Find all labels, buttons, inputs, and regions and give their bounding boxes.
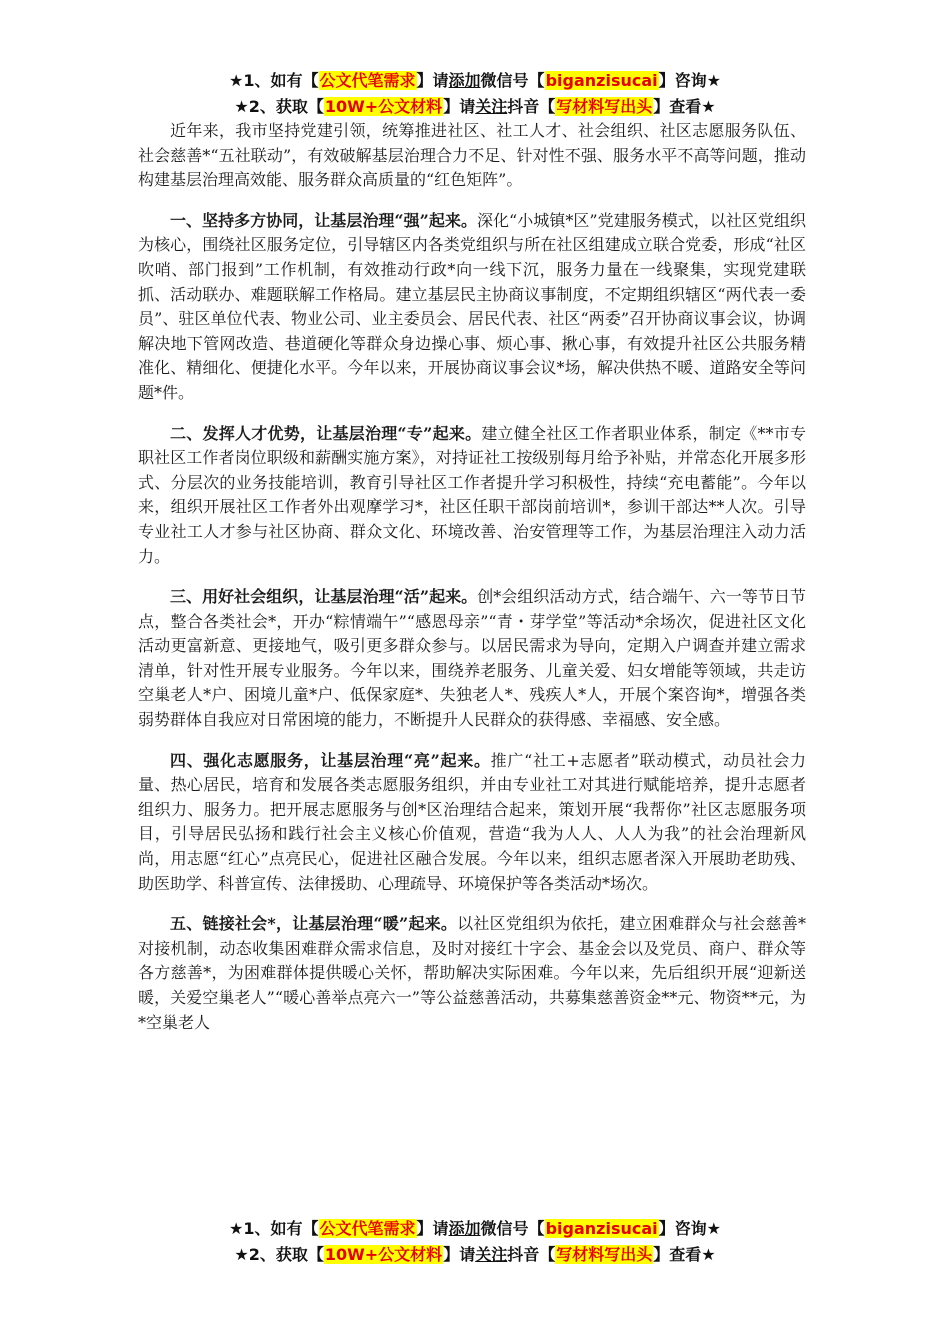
promo-underlined-add: 添加 xyxy=(448,1219,481,1238)
promo-text: 】请 xyxy=(443,97,476,116)
footer-promo-banner xyxy=(0,1216,950,1268)
section-text-2: 建立健全社区工作者职业体系，制定《**市专职社区工作者岗位职级和薪酬实施方案》，对持证社工按级别每月给予补贴，并常态化开展多形式、分层次的业务技能培训，教育引导社区工作者提升学习积极性，持续“充电蓄能”。今年以来，组织开展社区工作者外出观摩学习*，社区任职干部岗前培训*，参训干部达**人次。引导专业社工人才参与社区协商、群众文化、环境改善、治安管理等工作，为基层治理注入动力活力。 xyxy=(138,423,806,566)
section-paragraph-5 xyxy=(138,912,806,1035)
promo-text: ★2、获取【 xyxy=(234,1245,324,1264)
promo-highlight-service: 公文代笔需求 xyxy=(319,1219,416,1238)
header-promo-banner xyxy=(0,68,950,120)
section-text-3: 创*会组织活动方式，结合端午、六一等节日节点，整合各类社会*，开办“粽情端午”“感恩母亲”“青・芽学堂”等活动*余场次，促进社区文化活动更富新意、更接地气，吸引更多群众参与。以居民需求为导向，定期入户调查并建立需求清单，针对性开展专业服务。今年以来，围绕养老服务、儿童关爱、妇女增能等领域，共走访空巢老人*户、困境儿童*户、低保家庭*、失独老人*、残疾人*人，开展个案咨询*，增强各类弱势群体自我应对日常困境的能力，不断提升人民群众的获得感、幸福感、安全感。 xyxy=(138,587,806,730)
section-paragraph-2 xyxy=(138,422,806,570)
promo-text: 】请 xyxy=(443,1245,476,1264)
promo-text: ★1、如有【 xyxy=(229,71,319,90)
promo-underlined-follow: 关注 xyxy=(475,1245,508,1264)
promo-text: 微信号【 xyxy=(480,1219,545,1238)
document-body xyxy=(138,119,806,1051)
section-heading-1: 一、坚持多方协同，让基层治理“强”起来。 xyxy=(170,210,477,230)
section-text-5: 以社区党组织为依托，建立困难群众与社会慈善*对接机制，动态收集困难群众需求信息，及时对接红十字会、基金会以及党员、商户、群众等各方慈善*，为困难群体提供暖心关怀，帮助解决实际困难。今年以来，先后组织开展“迎新送暖，关爱空巢老人”“暖心善举点亮六一”等公益慈善活动，共募集慈善资金**元、物资**元，为*空巢老人 xyxy=(138,914,806,1032)
promo-text: 】请 xyxy=(416,1219,449,1238)
promo-underlined-add: 添加 xyxy=(448,71,481,90)
promo-text: ★2、获取【 xyxy=(234,97,324,116)
footer-promo-line-1 xyxy=(0,1216,950,1242)
promo-highlight-service: 公文代笔需求 xyxy=(319,71,416,90)
promo-highlight-douyin: 写材料写出头 xyxy=(556,97,653,116)
promo-highlight-wechat-id: biganzisucai xyxy=(545,71,658,90)
promo-underlined-follow: 关注 xyxy=(475,97,508,116)
section-paragraph-1 xyxy=(138,209,806,406)
header-promo-line-2 xyxy=(0,94,950,120)
section-heading-5: 五、链接社会*，让基层治理“暖”起来。 xyxy=(170,914,458,934)
intro-paragraph: 近年来，我市坚持党建引领，统筹推进社区、社工人才、社会组织、社区志愿服务队伍、社会慈善*“五社联动”，有效破解基层治理合力不足、针对性不强、服务水平不高等问题，推动构建基层治理高效能、服务群众高质量的“红色矩阵”。 xyxy=(138,121,806,190)
section-heading-2: 二、发挥人才优势，让基层治理“专”起来。 xyxy=(170,423,482,443)
promo-text: ★1、如有【 xyxy=(229,1219,319,1238)
promo-text: 】查看★ xyxy=(653,1245,716,1264)
promo-text: 】查看★ xyxy=(653,97,716,116)
promo-text: 】请 xyxy=(416,71,449,90)
promo-text: 】咨询★ xyxy=(658,1219,721,1238)
section-paragraph-4 xyxy=(138,749,806,897)
promo-highlight-douyin: 写材料写出头 xyxy=(556,1245,653,1264)
promo-highlight-materials: 10W+公文材料 xyxy=(324,97,443,116)
promo-text: 抖音【 xyxy=(507,1245,556,1264)
section-text-1: 深化“小城镇*区”党建服务模式，以社区党组织为核心，围绕社区服务定位，引导辖区内各类党组织与所在社区组建成立联合党委，形成“社区吹哨、部门报到”工作机制，有效推动行政*向一线下沉，服务力量在一线聚集，实现党建联抓、活动联办、难题联解工作格局。建立基层民主协商议事制度，不定期组织辖区“两代表一委员”、驻区单位代表、物业公司、业主委员会、居民代表、社区“两委”召开协商议事会议，协调解决地下管网改造、巷道硬化等群众身边操心事、烦心事、揪心事，有效提升社区公共服务精准化、精细化、便捷化水平。今年以来，开展协商议事会议*场，解决供热不暖、道路安全等问题*件。 xyxy=(138,210,806,402)
promo-highlight-materials: 10W+公文材料 xyxy=(324,1245,443,1264)
section-text-4: 推广“社工+志愿者”联动模式，动员社会力量、热心居民，培育和发展各类志愿服务组织，并由专业社工对其进行赋能培养，提升志愿者组织力、服务力。把开展志愿服务与创*区治理结合起来，策划开展“我帮你”社区志愿服务项目，引导居民弘扬和践行社会主义核心价值观，营造“我为人人、人人为我”的社会治理新风尚，用志愿“红心”点亮民心，促进社区融合发展。今年以来，组织志愿者深入开展助老助残、助医助学、科普宣传、法律援助、心理疏导、环境保护等各类活动*场次。 xyxy=(138,750,806,893)
footer-promo-line-2 xyxy=(0,1242,950,1268)
promo-text: 】咨询★ xyxy=(658,71,721,90)
header-promo-line-1 xyxy=(0,68,950,94)
section-heading-3: 三、用好社会组织，让基层治理“活”起来。 xyxy=(170,587,478,607)
promo-text: 微信号【 xyxy=(480,71,545,90)
section-heading-4: 四、强化志愿服务，让基层治理“亮”起来。 xyxy=(170,750,491,770)
section-paragraph-3 xyxy=(138,585,806,733)
promo-text: 抖音【 xyxy=(507,97,556,116)
promo-highlight-wechat-id: biganzisucai xyxy=(545,1219,658,1238)
